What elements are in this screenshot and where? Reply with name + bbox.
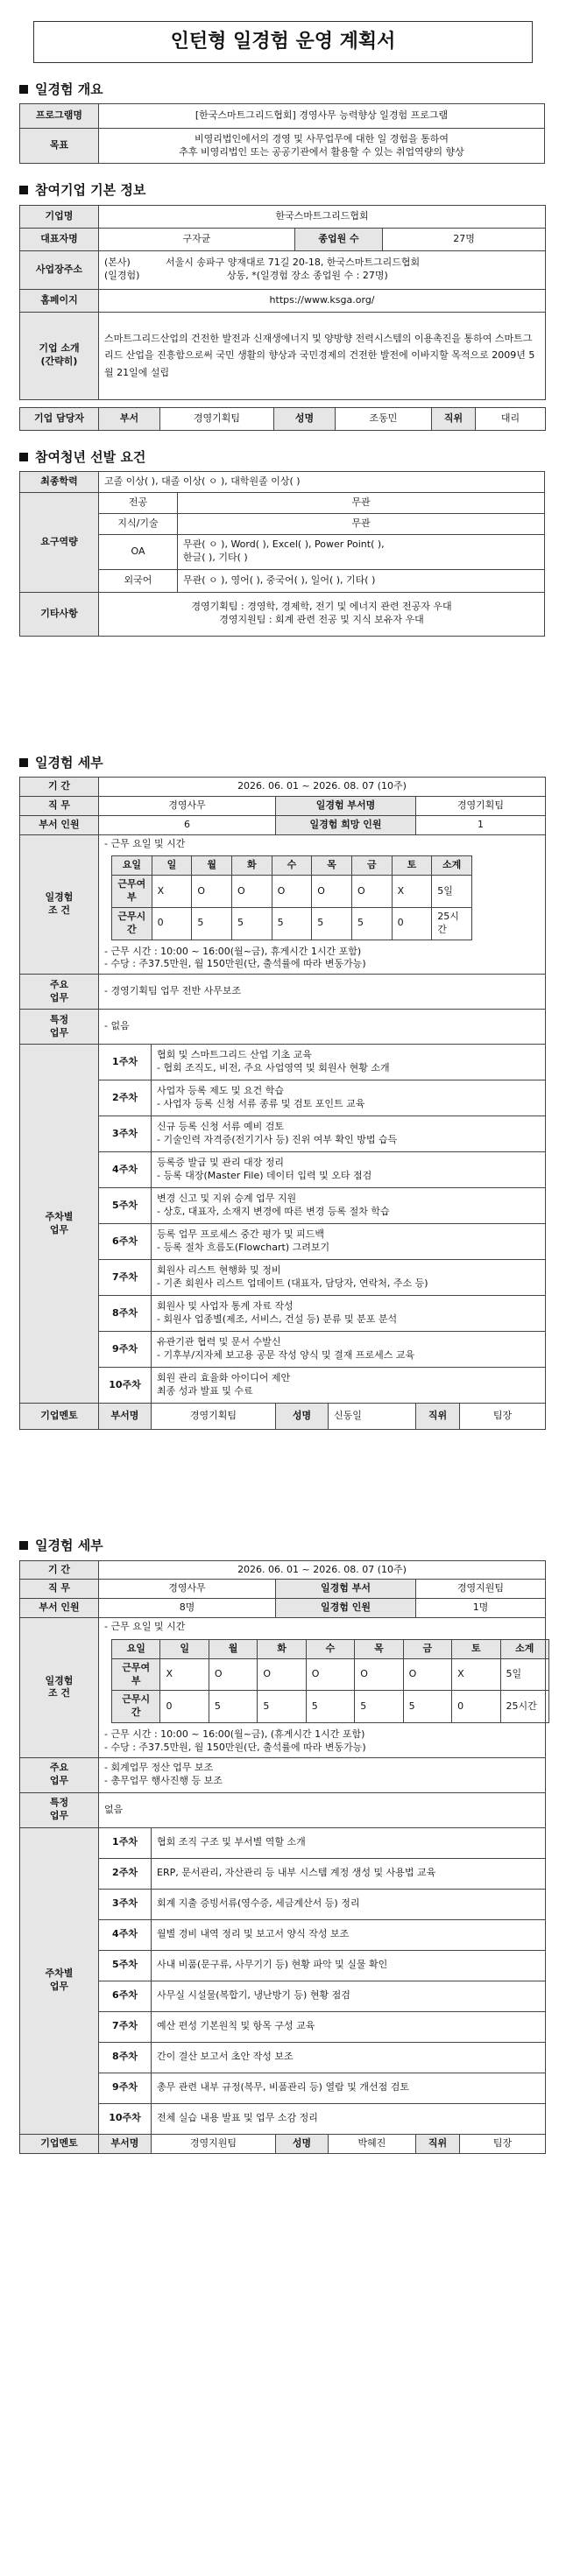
name-value: 조동민 <box>336 407 432 430</box>
schedule-cell: X <box>392 876 432 908</box>
section-heading-text: 일경험 개요 <box>35 81 103 97</box>
week-line-2: - 기술인력 자격증(전기기사 등) 진위 여부 확인 방법 습득 <box>157 1134 398 1146</box>
week-label: 6주차 <box>99 1981 152 2011</box>
week-content <box>152 1260 546 1296</box>
main-task-label-line-2: 업무 <box>49 991 69 1003</box>
schedule-cell: 5 <box>272 907 312 940</box>
week-line-2: - 회원사 업종별(제조, 서비스, 건설 등) 분류 및 분포 분석 <box>157 1313 398 1326</box>
week-content: ERP, 문서관리, 자산관리 등 내부 시스템 계정 생성 및 사용법 교육 <box>152 1858 546 1889</box>
condition-intro: - 근무 요일 및 시간 <box>104 1621 186 1633</box>
schedule-cell: 0 <box>152 907 192 940</box>
week-label: 7주차 <box>99 2011 152 2042</box>
condition-label-line-1: 일경험 <box>45 891 74 904</box>
document-page <box>0 21 566 2154</box>
intro-label-line-1: 기업 소개 <box>39 342 80 355</box>
week-content: 간이 결산 보고서 초안 작성 보조 <box>152 2042 546 2073</box>
week-label: 1주차 <box>99 1827 152 1858</box>
requirements-table <box>19 471 545 637</box>
schedule-cell: X <box>160 1658 209 1691</box>
week-line-2: - 상호, 대표자, 소재지 변경에 따른 변경 등록 절차 학습 <box>157 1206 390 1218</box>
schedule-cell: O <box>192 876 232 908</box>
special-task-label <box>20 1792 99 1827</box>
schedule-cell: 5일 <box>432 876 472 908</box>
week-line-1: 회원 관리 효율화 아이디어 제안 <box>157 1372 291 1384</box>
education-value: 고졸 이상( ), 대졸 이상( ㅇ ), 대학원졸 이상( ) <box>99 471 545 492</box>
other-line-1: 경영기획팀 : 경영학, 경제학, 전기 및 에너지 관련 전공자 우대 <box>191 601 452 613</box>
address-tag-site: (일경험) <box>104 270 140 281</box>
section-heading-requirements <box>19 448 547 466</box>
week-line-1: 유관기관 협력 및 문서 수발신 <box>157 1336 281 1348</box>
schedule-header-cell: 일 <box>160 1639 209 1658</box>
schedule-cell: 5 <box>355 1691 403 1723</box>
pay-note: - 수당 : 주37.5만원, 월 150만원(단, 출석률에 따라 변동가능) <box>104 1741 366 1753</box>
week-label: 5주차 <box>99 1188 152 1224</box>
week-line-2: 최종 성과 발표 및 수료 <box>157 1385 253 1397</box>
period-value: 2026. 06. 01 ~ 2026. 08. 07 (10주) <box>99 778 546 797</box>
dept-name-value: 경영지원팀 <box>416 1580 546 1599</box>
schedule-cell: O <box>403 1658 451 1691</box>
bullet-square-icon <box>19 1541 28 1550</box>
want-count-label: 일경험 인원 <box>276 1599 416 1618</box>
dept-value: 경영기획팀 <box>160 407 274 430</box>
employee-count-value: 27명 <box>383 228 546 250</box>
week-line-1: 신규 등록 신청 서류 예비 검토 <box>157 1121 284 1133</box>
mentor-position-label: 직위 <box>416 2134 460 2153</box>
schedule-cell: 근무여부 <box>112 1658 160 1691</box>
bullet-square-icon <box>19 453 28 461</box>
mentor-dept-value: 경영기획팀 <box>152 1404 276 1430</box>
week-content: 회계 지출 증빙서류(영수증, 세금계산서 등) 정리 <box>152 1889 546 1919</box>
week-label: 10주차 <box>99 2103 152 2134</box>
week-content <box>152 1045 546 1080</box>
week-label: 8주차 <box>99 2042 152 2073</box>
schedule-header-cell: 소계 <box>432 856 472 876</box>
main-task-label <box>20 975 99 1010</box>
address-label: 사업장주소 <box>20 250 99 289</box>
mentor-dept-value: 경영지원팀 <box>152 2134 276 2153</box>
overview-table <box>19 103 545 164</box>
week-line-2: - 등록 대장(Master File) 데이터 입력 및 오타 점검 <box>157 1170 372 1182</box>
week-label: 10주차 <box>99 1368 152 1404</box>
schedule-table <box>111 1639 549 1723</box>
condition-label-line-1: 일경험 <box>45 1674 74 1686</box>
bullet-square-icon <box>19 85 28 94</box>
weekly-label-line-1: 주차별 <box>45 1210 74 1222</box>
weekly-label <box>20 1045 99 1404</box>
address-hq: 서울시 송파구 양재대로 71길 20-18, 한국스마트그리드협회 <box>166 257 421 269</box>
schedule-header-cell: 화 <box>258 1639 306 1658</box>
section-heading-overview <box>19 81 547 98</box>
special-task-label-line-2: 업무 <box>49 1026 69 1038</box>
week-line-1: 등록 업무 프로세스 중간 평가 및 피드백 <box>157 1228 324 1241</box>
name-label: 성명 <box>274 407 336 430</box>
special-task-label-line-1: 특정 <box>49 1797 69 1809</box>
section-heading-company <box>19 181 547 199</box>
address-tag-hq: (본사) <box>104 257 131 269</box>
week-content <box>152 1080 546 1116</box>
schedule-header-cell: 월 <box>209 1639 257 1658</box>
condition-label <box>20 834 99 975</box>
employee-count-label: 종업원 수 <box>295 228 383 250</box>
week-label: 4주차 <box>99 1919 152 1950</box>
schedule-cell: 25시간 <box>432 907 472 940</box>
condition-cell <box>99 834 546 975</box>
week-content: 사내 비품(문구류, 사무기기 등) 현황 파악 및 실물 확인 <box>152 1950 546 1981</box>
company-label: 기업명 <box>20 205 99 228</box>
week-content <box>152 1224 546 1260</box>
weekly-label-line-2: 업무 <box>49 1981 69 1993</box>
mentor-position-value: 팀장 <box>460 2134 546 2153</box>
job-label: 직 무 <box>20 796 99 815</box>
week-label: 3주차 <box>99 1116 152 1152</box>
schedule-header-cell: 월 <box>192 856 232 876</box>
other-line-2: 경영지원팀 : 회계 관련 전공 및 지식 보유자 우대 <box>219 614 424 626</box>
other-value <box>99 592 545 636</box>
language-value: 무관( ㅇ ), 영어( ), 중국어( ), 일어( ), 기타( ) <box>178 569 545 592</box>
goal-label: 목표 <box>20 129 99 164</box>
schedule-cell: O <box>209 1658 257 1691</box>
week-content: 총무 관련 내부 규정(복무, 비품관리 등) 열람 및 개선점 검토 <box>152 2073 546 2103</box>
week-line-2: - 기후부/지자체 보고용 공문 작성 양식 및 결재 프로세스 교육 <box>157 1349 415 1362</box>
position-label: 직위 <box>432 407 476 430</box>
mentor-label: 기업멘토 <box>20 2134 99 2153</box>
schedule-header-cell: 요일 <box>112 1639 160 1658</box>
oa-line-2: 한글( ), 기타( ) <box>183 552 248 564</box>
manager-table <box>19 407 546 431</box>
section-heading-detail-1 <box>19 754 547 771</box>
time-note: - 근무 시간 : 10:00 ~ 16:00(월~금), 휴게시간 1시간 포함) <box>104 945 362 957</box>
detail-table-1 <box>19 777 546 1430</box>
schedule-cell: 5 <box>306 1691 354 1723</box>
schedule-cell: O <box>272 876 312 908</box>
week-content: 협회 조직 구조 및 부서별 역할 소개 <box>152 1827 546 1858</box>
other-label: 기타사항 <box>20 592 99 636</box>
goal-line-2: 추후 비영리법인 또는 공공기관에서 활용할 수 있는 취업역량의 향상 <box>179 145 464 158</box>
schedule-header-cell: 목 <box>355 1639 403 1658</box>
schedule-cell: 5 <box>351 907 392 940</box>
schedule-cell: X <box>152 876 192 908</box>
want-count-value: 1명 <box>416 1599 546 1618</box>
mentor-dept-label: 부서명 <box>99 2134 152 2153</box>
week-label: 2주차 <box>99 1858 152 1889</box>
mentor-position-label: 직위 <box>416 1404 460 1430</box>
major-value: 무관 <box>178 492 545 513</box>
schedule-cell: 근무여부 <box>112 876 152 908</box>
mentor-name-value: 신동일 <box>329 1404 416 1430</box>
schedule-cell: 0 <box>160 1691 209 1723</box>
address-value <box>99 250 546 289</box>
pay-note: - 수당 : 주37.5만원, 월 150만원(단, 출석률에 따라 변동가능) <box>104 958 366 970</box>
main-task-value: - 경영기획팀 업무 전반 사무보조 <box>99 975 546 1010</box>
week-content: 전체 실습 내용 발표 및 업무 소감 정리 <box>152 2103 546 2134</box>
period-label: 기 간 <box>20 778 99 797</box>
mentor-name-label: 성명 <box>276 2134 329 2153</box>
program-value: [한국스마트그리드협회] 경영사무 능력향상 일경험 프로그램 <box>99 104 545 129</box>
week-label: 1주차 <box>99 1045 152 1080</box>
period-value: 2026. 06. 01 ~ 2026. 08. 07 (10주) <box>99 1560 546 1580</box>
capability-label: 요구역량 <box>20 492 99 592</box>
week-line-1: 사업자 등록 제도 및 요건 학습 <box>157 1085 284 1097</box>
schedule-cell: X <box>452 1658 500 1691</box>
section-heading-text: 참여기업 기본 정보 <box>35 182 146 199</box>
main-task-label-line-2: 업무 <box>49 1775 69 1787</box>
oa-value <box>178 534 545 569</box>
goal-line-1: 비영리법인에서의 경영 및 사무업무에 대한 일 경험을 통하여 <box>194 132 449 144</box>
section-heading-text: 일경험 세부 <box>35 754 103 771</box>
major-label: 전공 <box>99 492 178 513</box>
week-label: 6주차 <box>99 1224 152 1260</box>
condition-label-line-2: 조 건 <box>47 1687 71 1700</box>
job-value: 경영사무 <box>99 1580 276 1599</box>
program-label: 프로그램명 <box>20 104 99 129</box>
schedule-cell: O <box>355 1658 403 1691</box>
schedule-cell: O <box>258 1658 306 1691</box>
schedule-cell: O <box>231 876 272 908</box>
week-label: 5주차 <box>99 1950 152 1981</box>
homepage-link[interactable]: https://www.ksga.org/ <box>99 289 546 312</box>
schedule-cell: 25시간 <box>500 1691 549 1723</box>
week-label: 7주차 <box>99 1260 152 1296</box>
schedule-header-cell: 수 <box>272 856 312 876</box>
special-task-label-line-1: 특정 <box>49 1013 69 1025</box>
dept-count-label: 부서 인원 <box>20 1599 99 1618</box>
oa-label: OA <box>99 534 178 569</box>
schedule-header-cell: 화 <box>231 856 272 876</box>
company-value: 한국스마트그리드협회 <box>99 205 546 228</box>
schedule-cell: 0 <box>392 907 432 940</box>
skill-label: 지식/기술 <box>99 513 178 534</box>
week-label: 8주차 <box>99 1296 152 1332</box>
condition-cell <box>99 1618 546 1758</box>
schedule-header-cell: 금 <box>403 1639 451 1658</box>
weekly-label-line-2: 업무 <box>49 1223 69 1235</box>
mentor-position-value: 팀장 <box>460 1404 546 1430</box>
schedule-header-cell: 일 <box>152 856 192 876</box>
week-label: 9주차 <box>99 2073 152 2103</box>
manager-label: 기업 담당자 <box>20 407 99 430</box>
language-label: 외국어 <box>99 569 178 592</box>
schedule-cell: 근무시간 <box>112 907 152 940</box>
job-value: 경영사무 <box>99 796 276 815</box>
bullet-square-icon <box>19 758 28 767</box>
position-value: 대리 <box>476 407 546 430</box>
week-label: 9주차 <box>99 1332 152 1368</box>
week-label: 4주차 <box>99 1152 152 1188</box>
week-line-2: - 사업자 등록 신청 서류 종류 및 검토 포인트 교육 <box>157 1098 365 1110</box>
week-line-2: - 기존 회원사 리스트 업데이트 (대표자, 담당자, 연락처, 주소 등) <box>157 1277 428 1290</box>
main-task-label <box>20 1757 99 1792</box>
week-label: 2주차 <box>99 1080 152 1116</box>
week-content <box>152 1116 546 1152</box>
schedule-cell: 0 <box>452 1691 500 1723</box>
special-task-value: 없음 <box>99 1792 546 1827</box>
schedule-header-cell: 요일 <box>112 856 152 876</box>
schedule-header-cell: 수 <box>306 1639 354 1658</box>
want-count-value: 1 <box>416 815 546 834</box>
schedule-cell: 5 <box>403 1691 451 1723</box>
schedule-cell: 근무시간 <box>112 1691 160 1723</box>
schedule-cell: 5 <box>258 1691 306 1723</box>
week-content: 사무실 시설물(복합기, 냉난방기 등) 현황 점검 <box>152 1981 546 2011</box>
dept-name-label: 일경험 부서명 <box>276 796 416 815</box>
week-line-1: 등록증 발급 및 관리 대장 정리 <box>157 1157 284 1169</box>
week-content <box>152 1368 546 1404</box>
condition-label-line-2: 조 건 <box>47 904 71 916</box>
schedule-cell: 5 <box>209 1691 257 1723</box>
main-task-line-1: - 회계업무 정산 업무 보조 <box>104 1762 214 1774</box>
schedule-header-cell: 목 <box>312 856 352 876</box>
dept-label: 부서 <box>99 407 160 430</box>
dept-count-label: 부서 인원 <box>20 815 99 834</box>
week-content <box>152 1152 546 1188</box>
want-count-label: 일경험 희망 인원 <box>276 815 416 834</box>
schedule-cell: O <box>306 1658 354 1691</box>
week-line-1: 변경 신고 및 지위 승계 업무 지원 <box>157 1193 297 1205</box>
mentor-dept-label: 부서명 <box>99 1404 152 1430</box>
schedule-table <box>111 855 472 940</box>
weekly-label <box>20 1827 99 2134</box>
ceo-value: 구자균 <box>99 228 295 250</box>
weekly-label-line-1: 주차별 <box>45 1967 74 1980</box>
schedule-header-cell: 소계 <box>500 1639 549 1658</box>
period-label: 기 간 <box>20 1560 99 1580</box>
week-content: 예산 편성 기본원칙 및 항목 구성 교육 <box>152 2011 546 2042</box>
main-task-label-line-1: 주요 <box>49 978 69 990</box>
homepage-label: 홈페이지 <box>20 289 99 312</box>
section-heading-text: 참여청년 선발 요건 <box>35 448 146 465</box>
special-task-label-line-2: 업무 <box>49 1810 69 1822</box>
schedule-cell: O <box>312 876 352 908</box>
main-task-label-line-1: 주요 <box>49 1762 69 1774</box>
week-line-2: - 협회 조직도, 비전, 주요 사업영역 및 회원사 현황 소개 <box>157 1062 390 1074</box>
week-content: 월별 경비 내역 정리 및 보고서 양식 작성 보조 <box>152 1919 546 1950</box>
week-content <box>152 1296 546 1332</box>
intro-label-line-2: (간략히) <box>40 355 78 367</box>
week-line-1: 회원사 리스트 현행화 및 정비 <box>157 1264 281 1277</box>
company-table <box>19 205 546 400</box>
dept-name-label: 일경험 부서 <box>276 1580 416 1599</box>
week-line-2: - 등록 절차 흐름도(Flowchart) 그려보기 <box>157 1242 330 1254</box>
dept-count-value: 6 <box>99 815 276 834</box>
goal-value <box>99 129 545 164</box>
week-label: 3주차 <box>99 1889 152 1919</box>
section-heading-text: 일경험 세부 <box>35 1538 103 1554</box>
condition-label <box>20 1618 99 1758</box>
schedule-header-cell: 토 <box>392 856 432 876</box>
condition-intro: - 근무 요일 및 시간 <box>104 837 186 849</box>
week-line-1: 회원사 및 사업자 통계 자료 작성 <box>157 1300 294 1313</box>
dept-name-value: 경영기획팀 <box>416 796 546 815</box>
main-task-value <box>99 1757 546 1792</box>
mentor-name-label: 성명 <box>276 1404 329 1430</box>
bullet-square-icon <box>19 186 28 194</box>
time-note: - 근무 시간 : 10:00 ~ 16:00(월~금), (휴게시간 1시간 포함) <box>104 1728 365 1741</box>
dept-count-value: 8명 <box>99 1599 276 1618</box>
main-task-line-2: - 총무업무 행사진행 등 보조 <box>104 1775 223 1787</box>
detail-table-2 <box>19 1560 546 2154</box>
schedule-cell: 5 <box>312 907 352 940</box>
address-site: 상동, *(일경험 장소 종업원 수 : 27명) <box>227 270 388 281</box>
document-title: 인턴형 일경험 운영 계획서 <box>33 21 533 63</box>
schedule-cell: 5 <box>192 907 232 940</box>
week-content <box>152 1332 546 1368</box>
mentor-label: 기업멘토 <box>20 1404 99 1430</box>
mentor-name-value: 박혜진 <box>329 2134 416 2153</box>
schedule-cell: 5일 <box>500 1658 549 1691</box>
special-task-label <box>20 1010 99 1045</box>
intro-value: 스마트그리드산업의 건전한 발전과 신재생에너지 및 양방향 전력시스템의 이용촉진을 통하여 스마트그리드 산업을 진흥함으로써 국민 생활의 향상과 국민경제의 건전한 발전에 이바지할 목적으로 2009년 5월 21일에 설립 <box>99 312 546 399</box>
schedule-cell: O <box>351 876 392 908</box>
intro-label <box>20 312 99 399</box>
week-line-1: 협회 및 스마트그리드 산업 기초 교육 <box>157 1049 312 1061</box>
education-label: 최종학력 <box>20 471 99 492</box>
schedule-header-cell: 금 <box>351 856 392 876</box>
schedule-header-cell: 토 <box>452 1639 500 1658</box>
week-content <box>152 1188 546 1224</box>
oa-line-1: 무관( ㅇ ), Word( ), Excel( ), Power Point( ), <box>183 538 385 551</box>
special-task-value: - 없음 <box>99 1010 546 1045</box>
section-heading-detail-2 <box>19 1537 547 1554</box>
job-label: 직 무 <box>20 1580 99 1599</box>
skill-value: 무관 <box>178 513 545 534</box>
schedule-cell: 5 <box>231 907 272 940</box>
ceo-label: 대표자명 <box>20 228 99 250</box>
